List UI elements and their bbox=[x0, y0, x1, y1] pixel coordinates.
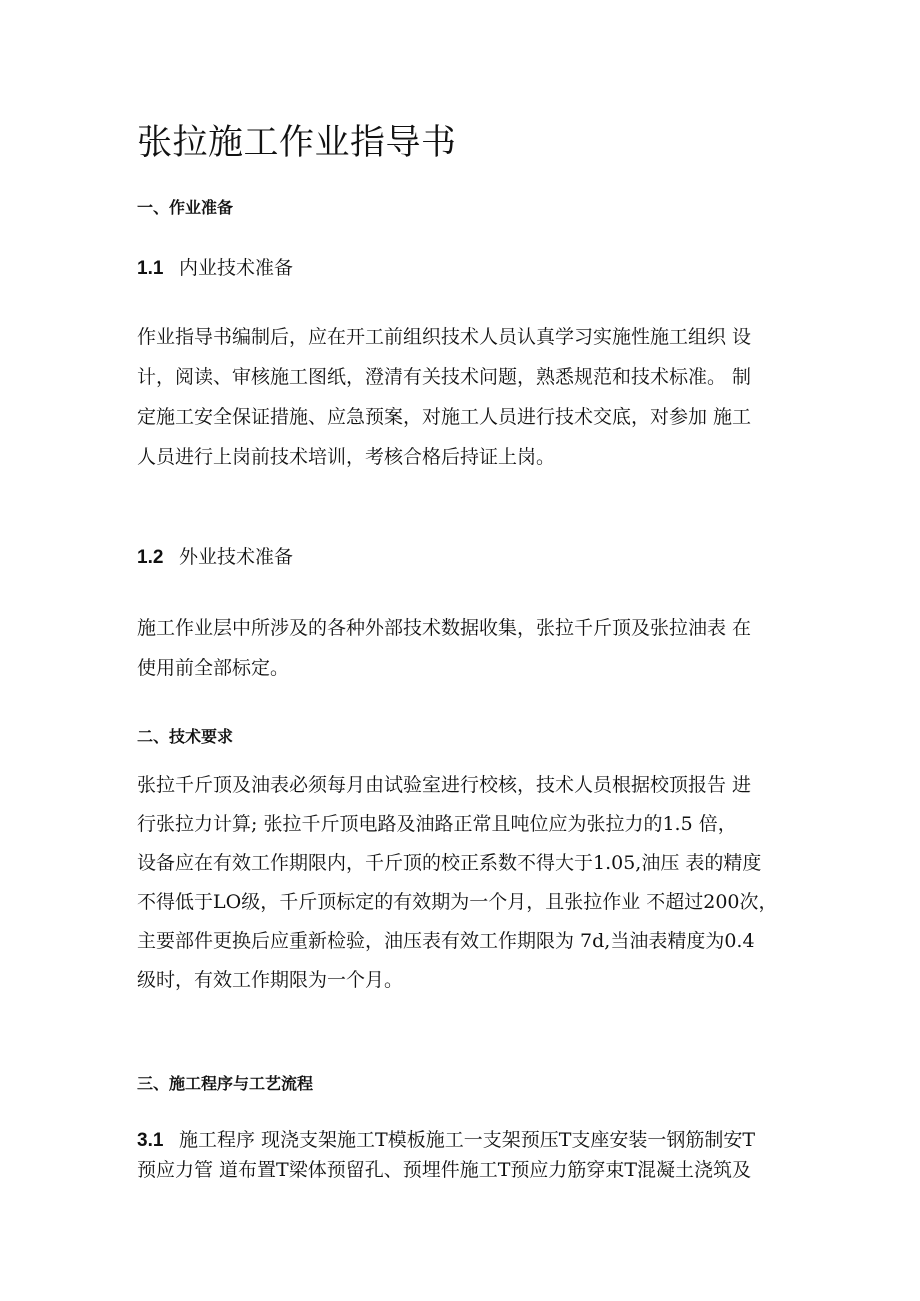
paragraph-line: 预应力管 道布置T梁体预留孔、预埋件施工T预应力筋穿束T混凝土浇筑及 bbox=[137, 1159, 752, 1181]
paragraph-2 bbox=[137, 771, 787, 1005]
paragraph-line: 施工作业层中所涉及的各种外部技术数据收集，张拉千斤顶及张拉油表 在 bbox=[137, 617, 752, 639]
subsection-label: 内业技术准备 bbox=[179, 257, 294, 279]
paragraph-line: 计，阅读、审核施工图纸，澄清有关技术问题，熟悉规范和技术标准。 制 bbox=[137, 366, 752, 388]
document-title: 张拉施工作业指导书 bbox=[137, 123, 457, 163]
section-heading-1: 一、作业准备 bbox=[137, 198, 234, 217]
subsection-number: 1.1 bbox=[137, 258, 164, 279]
paragraph-1-1 bbox=[137, 323, 787, 483]
paragraph-line: 作业指导书编制后，应在开工前组织技术人员认真学习实施性施工组织 设 bbox=[137, 326, 752, 348]
paragraph-line: 定施工安全保证措施、应急预案，对施工人员进行技术交底，对参加 施工 bbox=[137, 406, 752, 428]
paragraph-line: 设备应在有效工作期限内，千斤顶的校正系数不得大于1.05,油压 表的精度 bbox=[137, 852, 762, 874]
paragraph-line-text: 施工程序 现浇支架施工T模板施工一支架预压T支座安装一钢筋制安T bbox=[179, 1129, 756, 1151]
paragraph-1-2 bbox=[137, 614, 787, 694]
paragraph-line: 主要部件更换后应重新检验，油压表有效工作期限为 7d,当油表精度为0.4 bbox=[137, 930, 755, 952]
subsection-heading-1-1 bbox=[137, 254, 293, 283]
paragraph-line: 使用前全部标定。 bbox=[137, 657, 290, 679]
paragraph-line: 级时，有效工作期限为一个月。 bbox=[137, 969, 404, 991]
subsection-heading-1-2 bbox=[137, 543, 293, 572]
subsection-number: 3.1 bbox=[137, 1130, 164, 1151]
paragraph-3-1 bbox=[137, 1126, 787, 1186]
subsection-label: 外业技术准备 bbox=[179, 546, 294, 568]
paragraph-line: 不得低于LO级，千斤顶标定的有效期为一个月，且张拉作业 不超过200次， bbox=[137, 891, 778, 913]
paragraph-line bbox=[137, 1126, 787, 1156]
subsection-number: 1.2 bbox=[137, 547, 164, 568]
paragraph-line: 人员进行上岗前技术培训，考核合格后持证上岗。 bbox=[137, 446, 556, 468]
section-heading-3: 三、施工程序与工艺流程 bbox=[137, 1074, 314, 1093]
paragraph-line: 行张拉力计算; 张拉千斤顶电路及油路正常且吨位应为张拉力的1.5 倍， bbox=[137, 813, 737, 835]
paragraph-line: 张拉千斤顶及油表必须每月由试验室进行校核，技术人员根据校顶报告 进 bbox=[137, 774, 752, 796]
section-heading-2: 二、技术要求 bbox=[137, 727, 234, 746]
